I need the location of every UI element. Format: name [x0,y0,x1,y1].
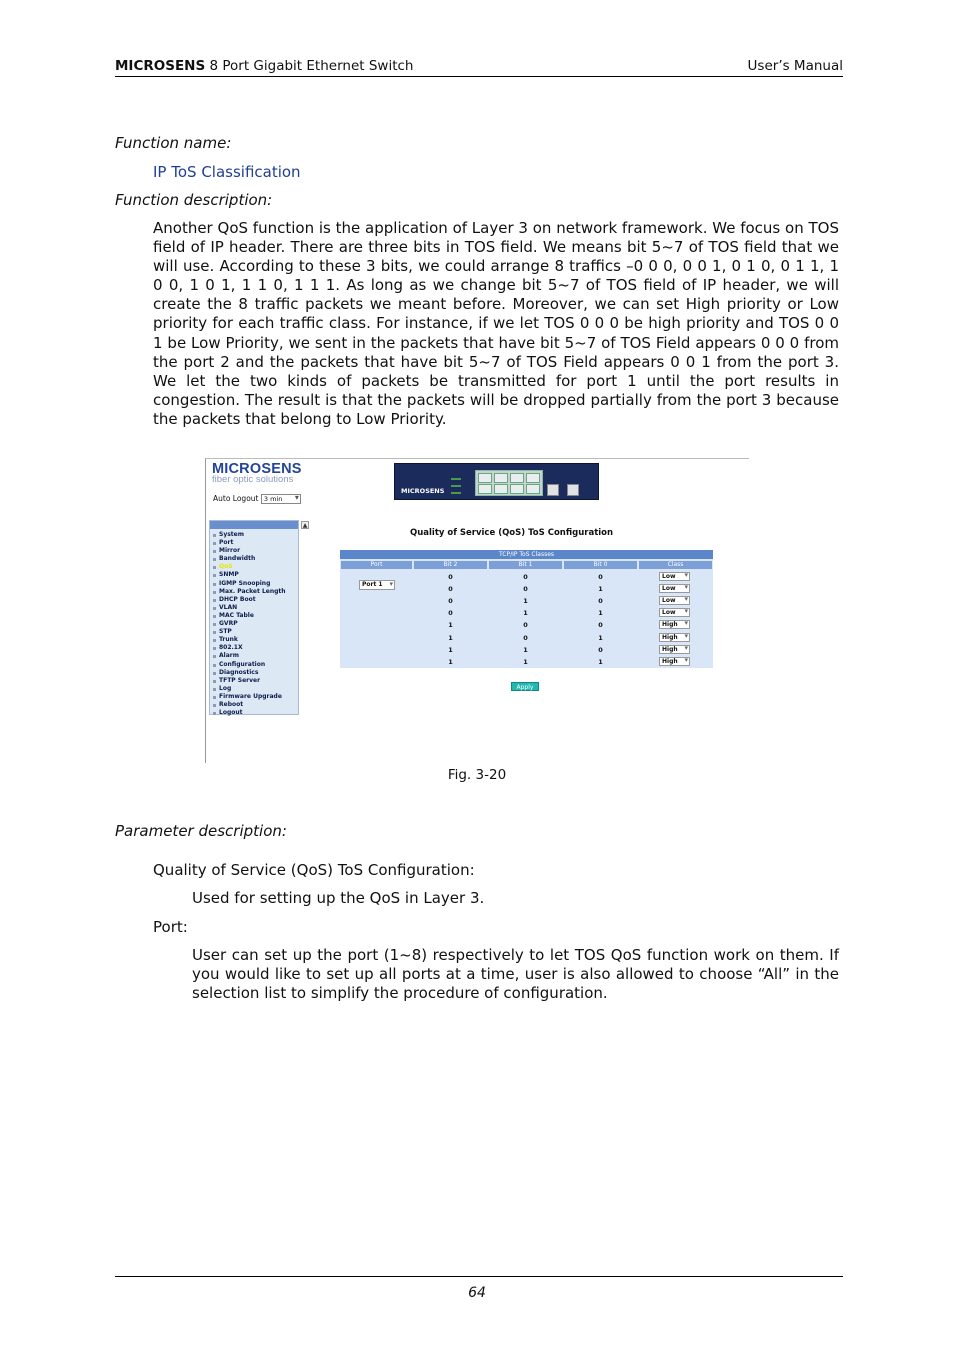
sidebar-item[interactable]: Trunk [215,636,298,644]
table-cell: 0 [448,609,453,618]
table-cell: 1 [448,657,453,666]
page-header [115,57,843,77]
led-indicator [451,478,461,480]
port-icon [510,484,524,494]
auto-logout-label: Auto Logout [213,494,259,503]
sidebar-item[interactable]: Reboot [215,701,298,709]
microsens-logo [212,461,302,485]
header-manual: User’s Manual [747,58,843,74]
nav-sidebar [209,520,299,715]
sidebar-item[interactable]: Diagnostics [215,669,298,677]
sidebar-item[interactable]: GVRP [215,620,298,628]
table-cell: 1 [598,657,603,666]
function-name: IP ToS Classification [153,163,301,181]
port-icon [494,484,508,494]
table-cell: 1 [598,633,603,642]
table-cell: 0 [448,573,453,581]
table-cell: 0 [598,645,603,654]
sidebar-item[interactable]: Logout [215,709,298,717]
sidebar-item[interactable]: System [215,531,298,539]
header-title [115,58,413,74]
table-cell: 1 [523,609,528,618]
param-port-desc: User can set up the port (1~8) respectively to let TOS QoS function work on them. If you would like to set up all ports at a time, user is also allowed to choose “All” in the selection list to simplify the procedure of configuration. [192,946,839,1003]
qos-tos-screenshot [205,458,749,763]
param-qos-desc: Used for setting up the QoS in Layer 3. [192,889,485,907]
class-select[interactable]: High ▾ [659,645,690,654]
sidebar-item[interactable]: MAC Table [215,612,298,620]
param-qos-title: Quality of Service (QoS) ToS Configuration: [153,861,475,879]
sidebar-item[interactable]: Alarm [215,652,298,660]
table-cell: 0 [598,597,603,606]
sidebar-item[interactable]: Log [215,685,298,693]
sidebar-header-bar [210,521,298,529]
port-block [475,470,543,496]
port-icon [526,473,540,483]
header-brand: MICROSENS [115,58,206,74]
sidebar-item[interactable]: Max. Packet Length [215,588,298,596]
nav-menu [210,529,298,717]
table-header: TCP/IP ToS Classes [340,550,713,559]
port-icon [478,484,492,494]
table-cell: 0 [523,573,528,581]
sidebar-item[interactable]: Bandwidth [215,555,298,563]
port-icon [526,484,540,494]
parameter-description-label: Parameter description: [115,822,287,840]
class-select[interactable]: High ▾ [659,657,690,666]
function-description: Another QoS function is the application of Layer 3 on network framework. We focus on TOS field of IP header. There are three bits in TOS field. We means bit 5~7 of TOS field that we will use. According to these 3 bits, we could arrange 8 traffics –0 0 0, 0 0 1, 0 1 0, 0 1 1, 1 0 0, 1 0 1, 1 1 0, 1 1 1. As long as we change bit 5~7 of TOS field of IP header, we will create the 8 traffic packets we meant before. Moreover, we can set High priority or Low priority for each traffic class. For instance, if we let TOS 0 0 0 be high priority and TOS 0 0 1 be Low Priority, we sent in the packets that have bit 5~7 of TOS Field appears 0 0 0 from the port 2 and the packets that have bit 5~7 of TOS Field appears 0 0 1 from the port 3. We let the two kinds of packets be transmitted for port 1 until the port results in congestion. The result is that the packets will be dropped partially from the port 3 because the packets that belong to Low Priority. [153,219,839,428]
function-description-label: Function description: [115,191,273,209]
class-select[interactable]: Low ▾ [659,572,690,581]
sidebar-item[interactable]: DHCP Boot [215,596,298,604]
sidebar-item[interactable]: IGMP Snooping [215,580,298,588]
device-label: MICROSENS [401,487,445,495]
table-cell: 0 [448,585,453,594]
logo-tagline: fiber optic solutions [212,474,294,485]
table-cell: 1 [523,657,528,666]
led-indicator [451,492,461,494]
port-icon [510,473,524,483]
auto-logout-select[interactable]: 3 min ▾ [261,494,301,504]
table-cell: 1 [448,633,453,642]
class-select[interactable]: Low ▾ [659,596,690,605]
sidebar-item[interactable]: QoS [215,563,298,571]
table-cell: 0 [448,597,453,606]
figure-caption: Fig. 3-20 [447,767,507,783]
sidebar-item[interactable]: SNMP [215,571,298,579]
tos-classes-table [340,550,713,668]
table-cell: 0 [598,573,603,581]
sidebar-item[interactable]: VLAN [215,604,298,612]
class-select[interactable]: High ▾ [659,633,690,642]
qos-title: Quality of Service (QoS) ToS Configuration [410,528,614,538]
table-cell: 0 [598,621,603,630]
class-select[interactable]: Low ▾ [659,608,690,617]
table-cell: 1 [523,645,528,654]
logo-brand: MICROSENS [212,461,302,477]
table-cell: 1 [523,597,528,606]
footer-rule [115,1276,843,1277]
table-cell: 0 [523,621,528,630]
sidebar-item[interactable]: 802.1X [215,644,298,652]
sidebar-item[interactable]: STP [215,628,298,636]
led-indicator [451,485,461,487]
switch-front-panel [394,463,599,500]
scroll-up-icon[interactable]: ▲ [302,522,308,529]
table-cell: 1 [598,585,603,594]
col-bit1: Bit 1 [489,561,562,569]
col-class: Class [639,561,712,569]
port-icon [478,473,492,483]
table-cell: 1 [448,621,453,630]
header-product: 8 Port Gigabit Ethernet Switch [205,58,414,74]
sfp-port-icon [547,484,559,496]
class-select[interactable]: High ▾ [659,620,690,629]
sidebar-item[interactable]: Port [215,539,298,547]
port-select[interactable]: Port 1 ▾ [359,580,395,590]
auto-logout [213,494,301,504]
function-name-label: Function name: [115,134,232,152]
table-cell: 0 [523,633,528,642]
table-cell: 0 [523,585,528,594]
sfp-port-icon [567,484,579,496]
sidebar-item[interactable]: Mirror [215,547,298,555]
apply-button[interactable]: Apply [511,682,539,691]
port-icon [494,473,508,483]
table-cell: 1 [598,609,603,618]
sidebar-item[interactable]: Firmware Upgrade [215,693,298,701]
param-port-title: Port: [153,918,188,936]
col-port: Port [341,561,412,569]
col-bit0: Bit 0 [564,561,637,569]
page-number: 64 [468,1285,486,1301]
sidebar-item[interactable]: Configuration [215,661,298,669]
class-select[interactable]: Low ▾ [659,584,690,593]
col-bit2: Bit 2 [414,561,487,569]
table-cell: 1 [448,645,453,654]
sidebar-item[interactable]: TFTP Server [215,677,298,685]
